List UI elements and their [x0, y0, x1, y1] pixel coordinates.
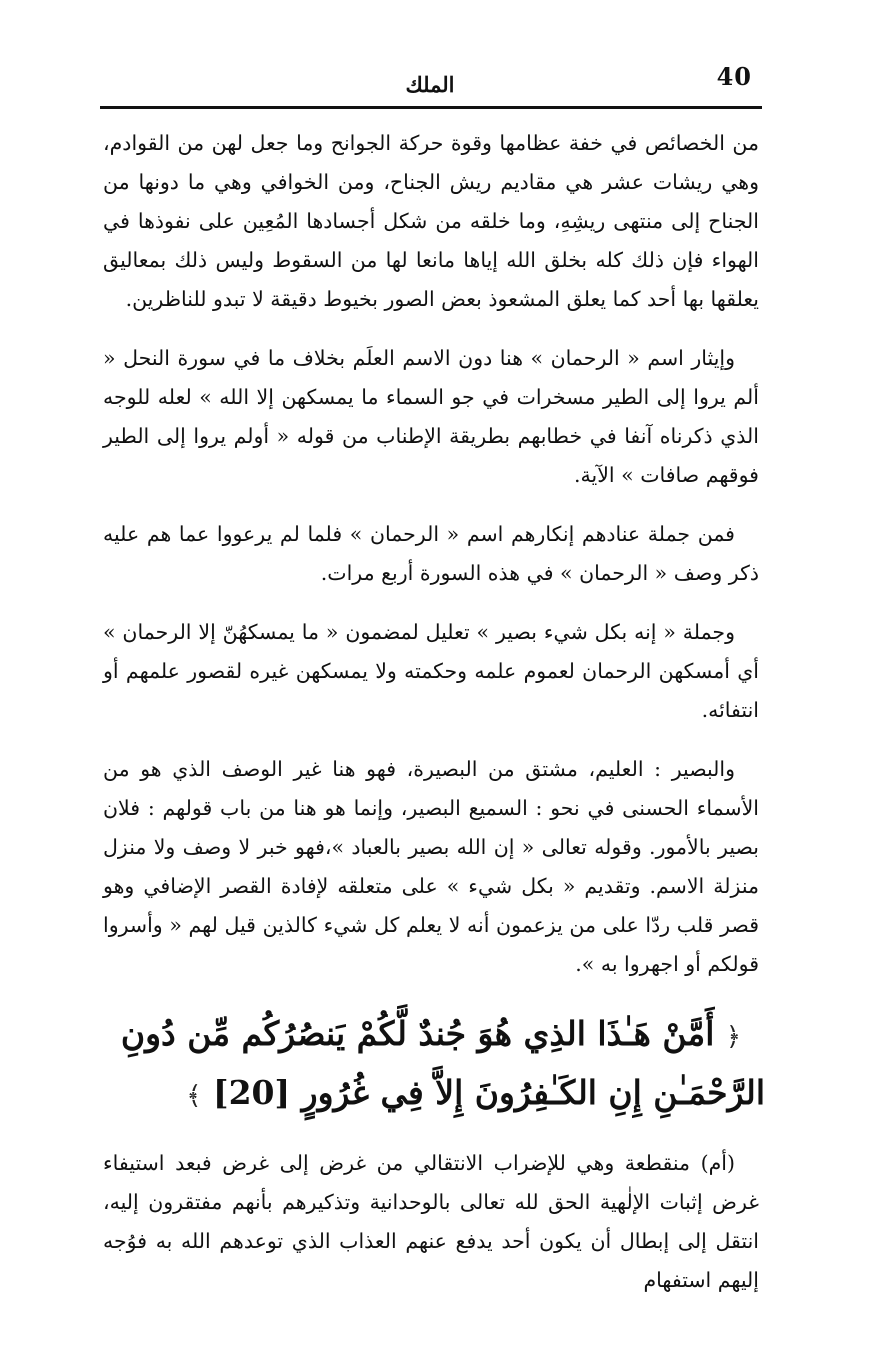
verse-close-ornament-icon: ﴾ [186, 1081, 202, 1111]
paragraph-1: من الخصائص في خفة عظامها وقوة حركة الجوانح وما جعل لهن من القوادم، وهي ريشات عشر هي مقاديم ريش الجناح، ومن الخوافي وهي ما دونها من الجناح إلى منتهى ريشِهِ، وما خلقه من شكل أجسادها المُعِين على نفوذها في الهواء فإن ذلك كله بخلق الله إياها مانعا لها من السقوط وليس ذلك بمعاليق يعلقها بها أحد كما يعلق المشعوذ بعض الصور بخيوط دقيقة لا تبدو للناظرين. [103, 131, 759, 311]
verse-open-ornament-icon: ﴿ [725, 1022, 742, 1052]
quran-verse-block [97, 1006, 765, 1124]
paragraph-4: وجملة « إنه بكل شيء بصير » تعليل لمضمون « ما يمسكهُنّ إلا الرحمان » أي أمسكهن الرحمان لعموم علمه وحكمته ولا يمسكهن غيره لقصور علمهم أو انتفائه. [103, 620, 759, 722]
paragraph-3: فمن جملة عنادهم إنكارهم اسم « الرحمان » فلما لم يرعووا عما هم عليه ذكر وصف « الرحمان » في هذه السورة أربع مرات. [103, 522, 759, 585]
quran-verse-text: أَمَّنْ هَـٰذَا الذِي هُوَ جُندٌ لَّكُمْ يَنصُرُكُم مِّن دُونِ الرَّحْمَـٰنِ إِنِ الكَـٰفِرُونَ إِلاَّ فِي غُرُورٍ [120, 1014, 765, 1112]
commentary-paragraph: (أم) منقطعة وهي للإضراب الانتقالي من غرض إلى غرض فبعد استيفاء غرض إثبات الإلٰهية الحق لله تعالى بالوحدانية وتذكيرهم بأنهم مفتقرون إليه، انتقل إلى إبطال أن يكون أحد يدفع عنهم العذاب الذي توعدهم الله به فوُجه إليهم استفهام [103, 1151, 759, 1292]
paragraph-5: والبصير : العليم، مشتق من البصيرة، فهو هنا غير الوصف الذي هو من الأسماء الحسنى في نحو : السميع البصير، وإنما هو هنا من باب قولهم : فلان بصير بالأمور. وقوله تعالى « إن الله بصير بالعباد »،فهو خبر لا وصف ولا منزل منزلة الاسم. وتقديم « بكل شيء » على متعلقه لإفادة القصر الإضافي وهو قصر قلب ردّا على من يزعمون أنه لا يعلم كل شيء كالذين قيل لهم « وأسروا قولكم أو اجهروا به ». [103, 757, 759, 976]
page-body [103, 124, 765, 1320]
verse-number: [20] [212, 1073, 291, 1112]
paragraph-2: وإيثار اسم « الرحمان » هنا دون الاسم العلَم بخلاف ما في سورة النحل « ألم يروا إلى الطير مسخرات في جو السماء ما يمسكهن إلا الله » لعله للوجه الذي ذكرناه آنفا في خطابهم بطريقة الإطناب من قوله « أولم يروا إلى الطير فوقهم صافات » الآية. [103, 346, 759, 487]
header-divider [100, 106, 762, 109]
page-number: 40 [716, 62, 752, 91]
running-head-surah-title: الملك [405, 72, 455, 97]
page-header [100, 58, 760, 104]
